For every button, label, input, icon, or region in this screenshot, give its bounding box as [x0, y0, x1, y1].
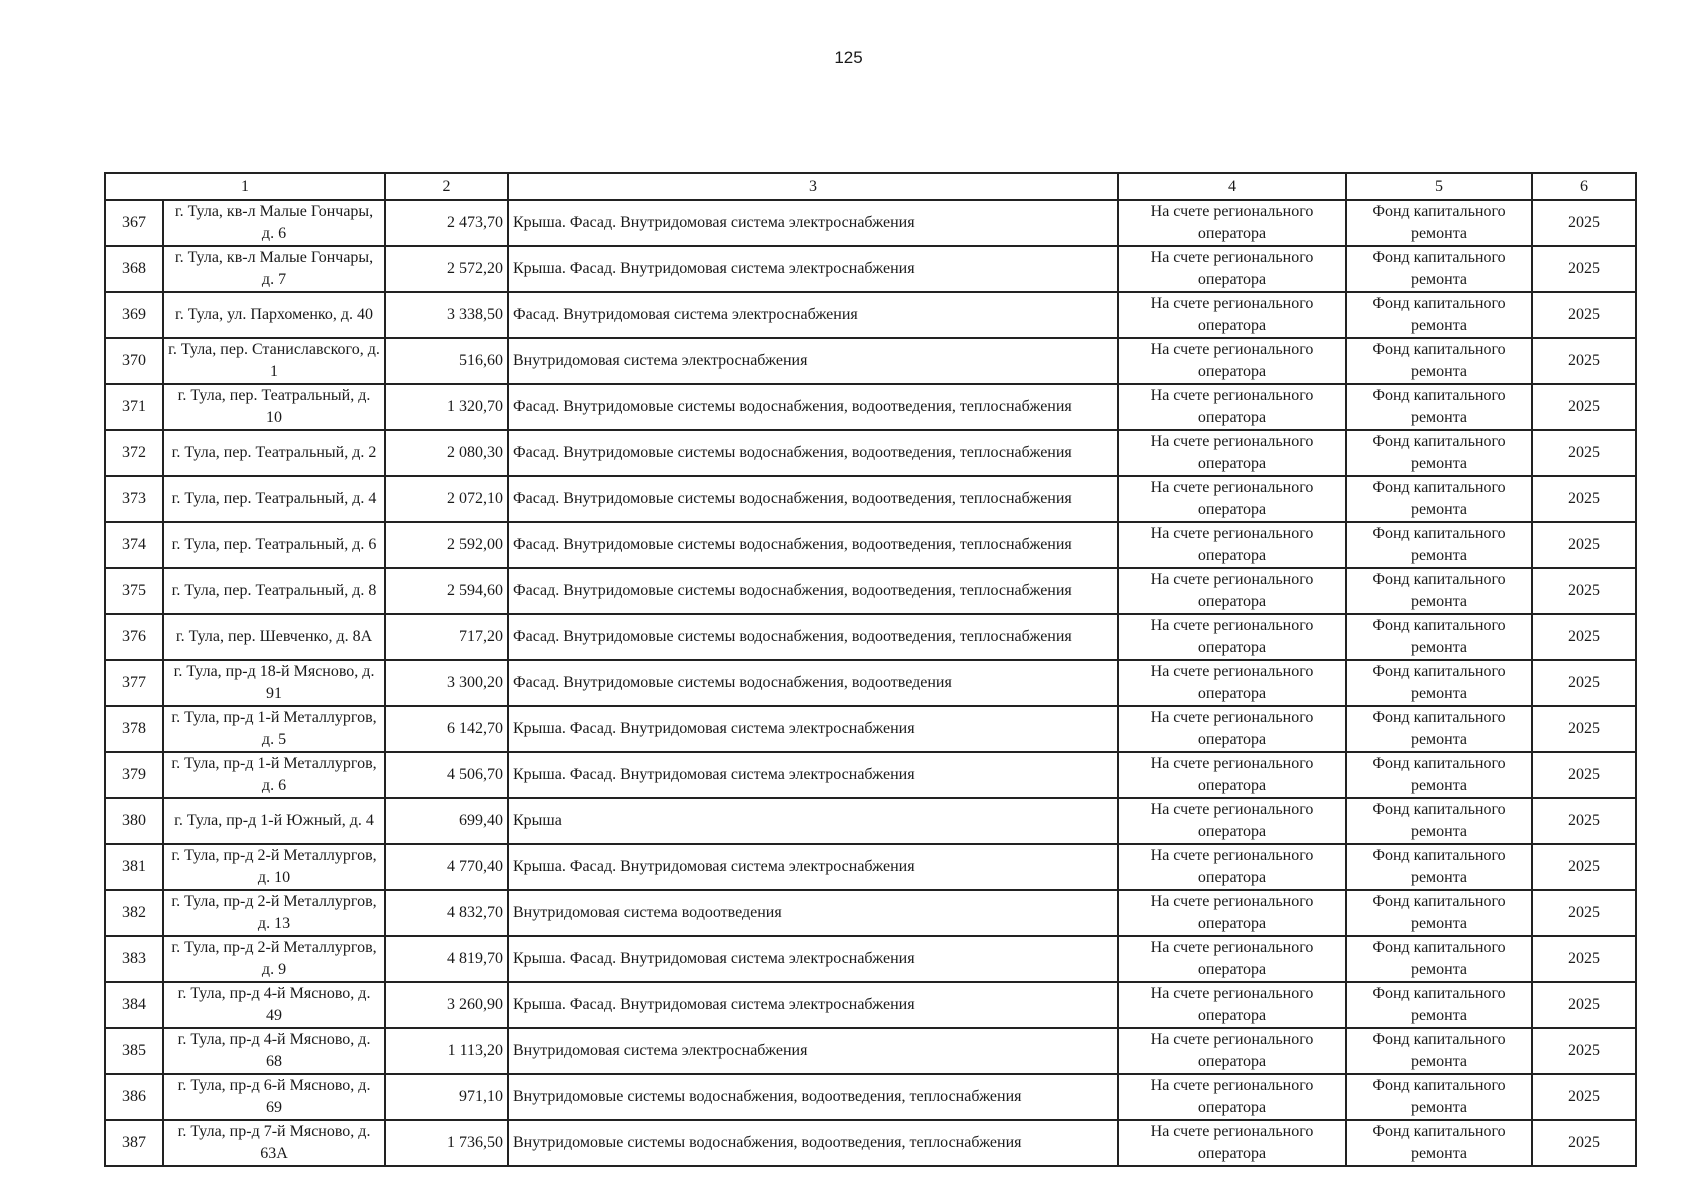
row-number: 373 — [105, 476, 163, 522]
works-cell: Крыша. Фасад. Внутридомовая система электроснабжения — [508, 752, 1118, 798]
area-cell: 1 113,20 — [385, 1028, 508, 1074]
table-row — [105, 660, 1636, 706]
header-row — [105, 173, 1636, 200]
works-cell: Крыша. Фасад. Внутридомовая система электроснабжения — [508, 200, 1118, 246]
address-cell: г. Тула, пр-д 1-й Металлургов, д. 5 — [163, 706, 385, 752]
area-cell: 2 473,70 — [385, 200, 508, 246]
account-cell: На счете регионального оператора — [1118, 660, 1346, 706]
works-cell: Внутридомовые системы водоснабжения, водоотведения, теплоснабжения — [508, 1120, 1118, 1166]
year-cell: 2025 — [1532, 1028, 1636, 1074]
row-number: 369 — [105, 292, 163, 338]
address-cell: г. Тула, пер. Театральный, д. 2 — [163, 430, 385, 476]
account-cell: На счете регионального оператора — [1118, 844, 1346, 890]
works-cell: Крыша. Фасад. Внутридомовая система электроснабжения — [508, 706, 1118, 752]
area-cell: 2 072,10 — [385, 476, 508, 522]
funding-source-cell: Фонд капитального ремонта — [1346, 614, 1532, 660]
account-cell: На счете регионального оператора — [1118, 384, 1346, 430]
address-cell: г. Тула, пер. Театральный, д. 10 — [163, 384, 385, 430]
account-cell: На счете регионального оператора — [1118, 936, 1346, 982]
funding-source-cell: Фонд капитального ремонта — [1346, 568, 1532, 614]
year-cell: 2025 — [1532, 338, 1636, 384]
table-row — [105, 890, 1636, 936]
works-cell: Внутридомовая система электроснабжения — [508, 338, 1118, 384]
account-cell: На счете регионального оператора — [1118, 568, 1346, 614]
table-row — [105, 706, 1636, 752]
works-cell: Фасад. Внутридомовая система электроснабжения — [508, 292, 1118, 338]
area-cell: 2 080,30 — [385, 430, 508, 476]
area-cell: 516,60 — [385, 338, 508, 384]
year-cell: 2025 — [1532, 706, 1636, 752]
year-cell: 2025 — [1532, 982, 1636, 1028]
row-number: 384 — [105, 982, 163, 1028]
year-cell: 2025 — [1532, 890, 1636, 936]
address-cell: г. Тула, пр-д 4-й Мясново, д. 68 — [163, 1028, 385, 1074]
area-cell: 6 142,70 — [385, 706, 508, 752]
address-cell: г. Тула, пр-д 2-й Металлургов, д. 13 — [163, 890, 385, 936]
row-number: 370 — [105, 338, 163, 384]
works-cell: Фасад. Внутридомовые системы водоснабжения, водоотведения, теплоснабжения — [508, 476, 1118, 522]
year-cell: 2025 — [1532, 798, 1636, 844]
funding-source-cell: Фонд капитального ремонта — [1346, 706, 1532, 752]
year-cell: 2025 — [1532, 936, 1636, 982]
address-cell: г. Тула, кв-л Малые Гончары, д. 6 — [163, 200, 385, 246]
funding-source-cell: Фонд капитального ремонта — [1346, 936, 1532, 982]
funding-source-cell: Фонд капитального ремонта — [1346, 292, 1532, 338]
row-number: 368 — [105, 246, 163, 292]
header-cell-3: 3 — [508, 173, 1118, 200]
address-cell: г. Тула, кв-л Малые Гончары, д. 7 — [163, 246, 385, 292]
account-cell: На счете регионального оператора — [1118, 752, 1346, 798]
account-cell: На счете регионального оператора — [1118, 1120, 1346, 1166]
account-cell: На счете регионального оператора — [1118, 522, 1346, 568]
account-cell: На счете регионального оператора — [1118, 338, 1346, 384]
account-cell: На счете регионального оператора — [1118, 246, 1346, 292]
account-cell: На счете регионального оператора — [1118, 798, 1346, 844]
address-cell: г. Тула, пер. Театральный, д. 4 — [163, 476, 385, 522]
area-cell: 717,20 — [385, 614, 508, 660]
works-cell: Внутридомовая система электроснабжения — [508, 1028, 1118, 1074]
table-row — [105, 798, 1636, 844]
header-cell-1: 1 — [105, 173, 385, 200]
address-cell: г. Тула, пр-д 2-й Металлургов, д. 10 — [163, 844, 385, 890]
row-number: 372 — [105, 430, 163, 476]
funding-source-cell: Фонд капитального ремонта — [1346, 476, 1532, 522]
table-row — [105, 246, 1636, 292]
table-row — [105, 752, 1636, 798]
area-cell: 2 572,20 — [385, 246, 508, 292]
row-number: 387 — [105, 1120, 163, 1166]
row-number: 375 — [105, 568, 163, 614]
funding-source-cell: Фонд капитального ремонта — [1346, 752, 1532, 798]
table-row — [105, 982, 1636, 1028]
account-cell: На счете регионального оператора — [1118, 706, 1346, 752]
account-cell: На счете регионального оператора — [1118, 200, 1346, 246]
works-cell: Фасад. Внутридомовые системы водоснабжения, водоотведения, теплоснабжения — [508, 614, 1118, 660]
year-cell: 2025 — [1532, 430, 1636, 476]
area-cell: 1 736,50 — [385, 1120, 508, 1166]
row-number: 386 — [105, 1074, 163, 1120]
row-number: 367 — [105, 200, 163, 246]
table-row — [105, 522, 1636, 568]
header-cell-6: 6 — [1532, 173, 1636, 200]
row-number: 374 — [105, 522, 163, 568]
funding-source-cell: Фонд капитального ремонта — [1346, 200, 1532, 246]
works-cell: Крыша. Фасад. Внутридомовая система электроснабжения — [508, 844, 1118, 890]
account-cell: На счете регионального оператора — [1118, 476, 1346, 522]
header-cell-4: 4 — [1118, 173, 1346, 200]
works-cell: Крыша. Фасад. Внутридомовая система электроснабжения — [508, 246, 1118, 292]
year-cell: 2025 — [1532, 522, 1636, 568]
works-cell: Внутридомовая система водоотведения — [508, 890, 1118, 936]
address-cell: г. Тула, пер. Станиславского, д. 1 — [163, 338, 385, 384]
area-cell: 2 594,60 — [385, 568, 508, 614]
row-number: 382 — [105, 890, 163, 936]
registry-table — [104, 172, 1637, 1167]
area-cell: 2 592,00 — [385, 522, 508, 568]
area-cell: 3 260,90 — [385, 982, 508, 1028]
account-cell: На счете регионального оператора — [1118, 982, 1346, 1028]
account-cell: На счете регионального оператора — [1118, 1028, 1346, 1074]
area-cell: 3 338,50 — [385, 292, 508, 338]
funding-source-cell: Фонд капитального ремонта — [1346, 522, 1532, 568]
funding-source-cell: Фонд капитального ремонта — [1346, 1028, 1532, 1074]
address-cell: г. Тула, пр-д 4-й Мясново, д. 49 — [163, 982, 385, 1028]
funding-source-cell: Фонд капитального ремонта — [1346, 338, 1532, 384]
row-number: 378 — [105, 706, 163, 752]
works-cell: Крыша. Фасад. Внутридомовая система электроснабжения — [508, 936, 1118, 982]
table-body — [105, 200, 1636, 1166]
table-row — [105, 384, 1636, 430]
table-row — [105, 292, 1636, 338]
area-cell: 4 770,40 — [385, 844, 508, 890]
funding-source-cell: Фонд капитального ремонта — [1346, 844, 1532, 890]
year-cell: 2025 — [1532, 752, 1636, 798]
works-cell: Фасад. Внутридомовые системы водоснабжения, водоотведения, теплоснабжения — [508, 568, 1118, 614]
funding-source-cell: Фонд капитального ремонта — [1346, 660, 1532, 706]
table-row — [105, 936, 1636, 982]
row-number: 377 — [105, 660, 163, 706]
works-cell: Крыша — [508, 798, 1118, 844]
table-row — [105, 614, 1636, 660]
works-cell: Фасад. Внутридомовые системы водоснабжения, водоотведения, теплоснабжения — [508, 522, 1118, 568]
area-cell: 4 506,70 — [385, 752, 508, 798]
year-cell: 2025 — [1532, 660, 1636, 706]
year-cell: 2025 — [1532, 568, 1636, 614]
area-cell: 4 819,70 — [385, 936, 508, 982]
table-row — [105, 1074, 1636, 1120]
works-cell: Фасад. Внутридомовые системы водоснабжения, водоотведения, теплоснабжения — [508, 384, 1118, 430]
works-cell: Крыша. Фасад. Внутридомовая система электроснабжения — [508, 982, 1118, 1028]
area-cell: 4 832,70 — [385, 890, 508, 936]
funding-source-cell: Фонд капитального ремонта — [1346, 798, 1532, 844]
area-cell: 3 300,20 — [385, 660, 508, 706]
year-cell: 2025 — [1532, 844, 1636, 890]
table-row — [105, 338, 1636, 384]
area-cell: 699,40 — [385, 798, 508, 844]
account-cell: На счете регионального оператора — [1118, 292, 1346, 338]
page-number: 125 — [834, 48, 863, 67]
account-cell: На счете регионального оператора — [1118, 1074, 1346, 1120]
account-cell: На счете регионального оператора — [1118, 614, 1346, 660]
year-cell: 2025 — [1532, 246, 1636, 292]
year-cell: 2025 — [1532, 200, 1636, 246]
address-cell: г. Тула, пр-д 1-й Металлургов, д. 6 — [163, 752, 385, 798]
funding-source-cell: Фонд капитального ремонта — [1346, 1074, 1532, 1120]
row-number: 385 — [105, 1028, 163, 1074]
row-number: 383 — [105, 936, 163, 982]
table-row — [105, 200, 1636, 246]
funding-source-cell: Фонд капитального ремонта — [1346, 246, 1532, 292]
year-cell: 2025 — [1532, 384, 1636, 430]
address-cell: г. Тула, пр-д 2-й Металлургов, д. 9 — [163, 936, 385, 982]
table-row — [105, 844, 1636, 890]
table-row — [105, 1028, 1636, 1074]
funding-source-cell: Фонд капитального ремонта — [1346, 430, 1532, 476]
works-cell: Фасад. Внутридомовые системы водоснабжения, водоотведения, теплоснабжения — [508, 430, 1118, 476]
year-cell: 2025 — [1532, 292, 1636, 338]
address-cell: г. Тула, пер. Театральный, д. 6 — [163, 522, 385, 568]
address-cell: г. Тула, пр-д 7-й Мясново, д. 63А — [163, 1120, 385, 1166]
address-cell: г. Тула, пр-д 18-й Мясново, д. 91 — [163, 660, 385, 706]
address-cell: г. Тула, ул. Пархоменко, д. 40 — [163, 292, 385, 338]
area-cell: 971,10 — [385, 1074, 508, 1120]
address-cell: г. Тула, пер. Театральный, д. 8 — [163, 568, 385, 614]
account-cell: На счете регионального оператора — [1118, 890, 1346, 936]
table-row — [105, 430, 1636, 476]
funding-source-cell: Фонд капитального ремонта — [1346, 1120, 1532, 1166]
table-row — [105, 568, 1636, 614]
row-number: 376 — [105, 614, 163, 660]
row-number: 379 — [105, 752, 163, 798]
works-cell: Внутридомовые системы водоснабжения, водоотведения, теплоснабжения — [508, 1074, 1118, 1120]
table-row — [105, 476, 1636, 522]
header-cell-2: 2 — [385, 173, 508, 200]
address-cell: г. Тула, пер. Шевченко, д. 8А — [163, 614, 385, 660]
year-cell: 2025 — [1532, 476, 1636, 522]
row-number: 381 — [105, 844, 163, 890]
address-cell: г. Тула, пр-д 1-й Южный, д. 4 — [163, 798, 385, 844]
year-cell: 2025 — [1532, 1120, 1636, 1166]
year-cell: 2025 — [1532, 1074, 1636, 1120]
funding-source-cell: Фонд капитального ремонта — [1346, 384, 1532, 430]
funding-source-cell: Фонд капитального ремонта — [1346, 890, 1532, 936]
account-cell: На счете регионального оператора — [1118, 430, 1346, 476]
table-row — [105, 1120, 1636, 1166]
works-cell: Фасад. Внутридомовые системы водоснабжения, водоотведения — [508, 660, 1118, 706]
row-number: 371 — [105, 384, 163, 430]
area-cell: 1 320,70 — [385, 384, 508, 430]
year-cell: 2025 — [1532, 614, 1636, 660]
row-number: 380 — [105, 798, 163, 844]
address-cell: г. Тула, пр-д 6-й Мясново, д. 69 — [163, 1074, 385, 1120]
table-header — [105, 173, 1636, 200]
funding-source-cell: Фонд капитального ремонта — [1346, 982, 1532, 1028]
header-cell-5: 5 — [1346, 173, 1532, 200]
